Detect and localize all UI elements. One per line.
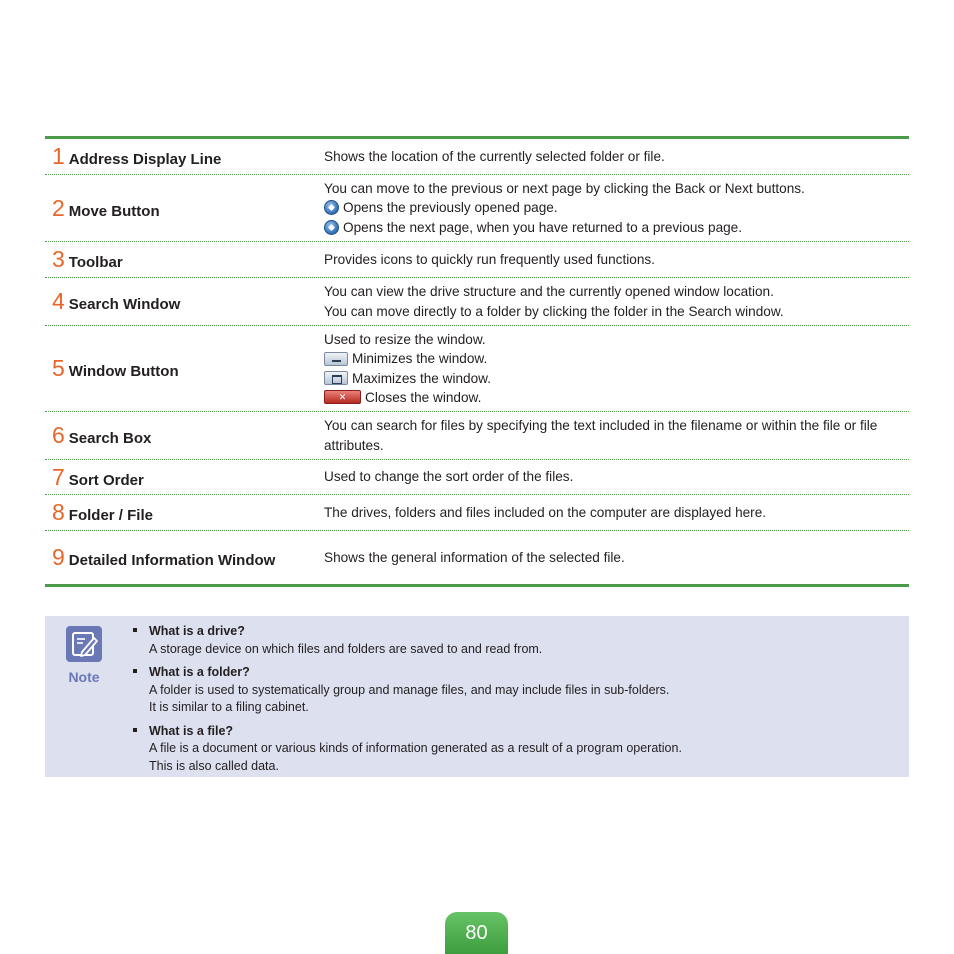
table-row xyxy=(45,326,909,412)
minimize-button-icon xyxy=(324,352,348,366)
note-item xyxy=(133,664,893,717)
description-text: Closes the window. xyxy=(365,389,482,405)
description-text: Maximizes the window. xyxy=(352,370,492,386)
description-line: You can move directly to a folder by clicking the folder in the Search window. xyxy=(324,303,784,319)
description-line: You can move to the previous or next page by clicking the Back or Next buttons. xyxy=(324,181,805,197)
note-answer: A file is a document or various kinds of information generated as a result of a program operation. xyxy=(149,741,682,755)
description-line: Used to resize the window. xyxy=(324,331,486,347)
description-line xyxy=(324,198,895,217)
table-row xyxy=(45,139,909,175)
row-term xyxy=(45,248,324,271)
note-question: What is a drive? xyxy=(149,624,245,638)
row-description xyxy=(324,250,909,269)
row-number: 2 xyxy=(52,194,65,221)
table-row xyxy=(45,278,909,326)
row-description xyxy=(324,467,909,486)
back-button-icon xyxy=(324,200,339,215)
description-line: Shows the location of the currently selected folder or file. xyxy=(324,148,665,164)
row-number: 5 xyxy=(52,355,65,381)
row-label: Toolbar xyxy=(68,254,123,271)
row-number: 7 xyxy=(52,463,65,490)
description-line xyxy=(324,349,895,368)
row-label: Search Window xyxy=(68,296,181,313)
description-line: Provides icons to quickly run frequently used functions. xyxy=(324,251,655,267)
row-description xyxy=(324,416,909,455)
bullet-icon xyxy=(133,628,137,632)
note-answer: A folder is used to systematically group and manage files, and may include files in sub-folders. xyxy=(149,682,670,697)
bullet-icon xyxy=(133,728,137,732)
note-item xyxy=(133,623,893,658)
table-row xyxy=(45,412,909,460)
row-number: 3 xyxy=(52,246,65,272)
row-number: 8 xyxy=(52,499,65,525)
note-label: Note xyxy=(68,669,100,685)
description-line: You can search for files by specifying the text included in the filename or within the file or file attributes. xyxy=(324,418,878,453)
row-number: 9 xyxy=(52,544,65,570)
forward-button-icon xyxy=(324,220,339,235)
row-label: Window Button xyxy=(68,363,179,380)
note-answer: A storage device on which files and folders are saved to and read from. xyxy=(149,641,543,656)
row-term xyxy=(45,145,324,168)
description-line: Shows the general information of the selected file. xyxy=(324,549,625,565)
row-number: 1 xyxy=(52,143,65,169)
row-label: Detailed Information Window xyxy=(68,552,276,569)
table-row xyxy=(45,531,909,584)
description-line: The drives, folders and files included on the computer are displayed here. xyxy=(324,504,767,520)
row-description xyxy=(324,330,909,407)
close-button-icon: ✕ xyxy=(324,390,361,404)
description-line xyxy=(324,218,895,237)
note-list xyxy=(133,623,893,781)
row-description xyxy=(324,179,909,237)
note-pencil-icon xyxy=(66,626,102,662)
maximize-button-icon xyxy=(324,371,348,385)
note-answer: It is similar to a filing cabinet. xyxy=(149,700,309,714)
row-label: Folder / File xyxy=(68,507,153,524)
row-label: Move Button xyxy=(68,202,160,220)
description-line xyxy=(324,369,895,388)
note-question: What is a folder? xyxy=(149,665,250,679)
table-row xyxy=(45,242,909,278)
row-term xyxy=(45,424,324,447)
page-number: 80 xyxy=(445,912,508,954)
row-description xyxy=(324,147,909,166)
row-term xyxy=(45,501,324,524)
note-question: What is a file? xyxy=(149,723,234,738)
description-line xyxy=(324,388,895,407)
definitions-table xyxy=(45,136,909,587)
row-term xyxy=(45,463,324,490)
row-description xyxy=(324,503,909,522)
row-number: 4 xyxy=(52,288,65,314)
row-term xyxy=(45,357,324,380)
row-description xyxy=(324,282,909,321)
bullet-icon xyxy=(133,669,137,673)
description-text: Opens the previously opened page. xyxy=(343,200,558,216)
description-text: Minimizes the window. xyxy=(352,351,488,367)
note-answer: This is also called data. xyxy=(149,758,279,773)
row-term xyxy=(45,290,324,313)
row-label: Search Box xyxy=(68,430,152,447)
row-number: 6 xyxy=(52,422,65,448)
note-item xyxy=(133,723,893,776)
description-line: You can view the drive structure and the currently opened window location. xyxy=(324,284,774,300)
note-box xyxy=(45,616,909,777)
description-line: Used to change the sort order of the files. xyxy=(324,469,574,485)
row-description xyxy=(324,548,909,567)
row-label: Address Display Line xyxy=(68,151,222,168)
row-label: Sort Order xyxy=(68,471,144,489)
description-text: Opens the next page, when you have returned to a previous page. xyxy=(343,219,743,235)
table-row xyxy=(45,495,909,531)
table-row xyxy=(45,460,909,495)
table-row xyxy=(45,175,909,242)
row-term xyxy=(45,194,324,221)
row-term xyxy=(45,546,324,569)
